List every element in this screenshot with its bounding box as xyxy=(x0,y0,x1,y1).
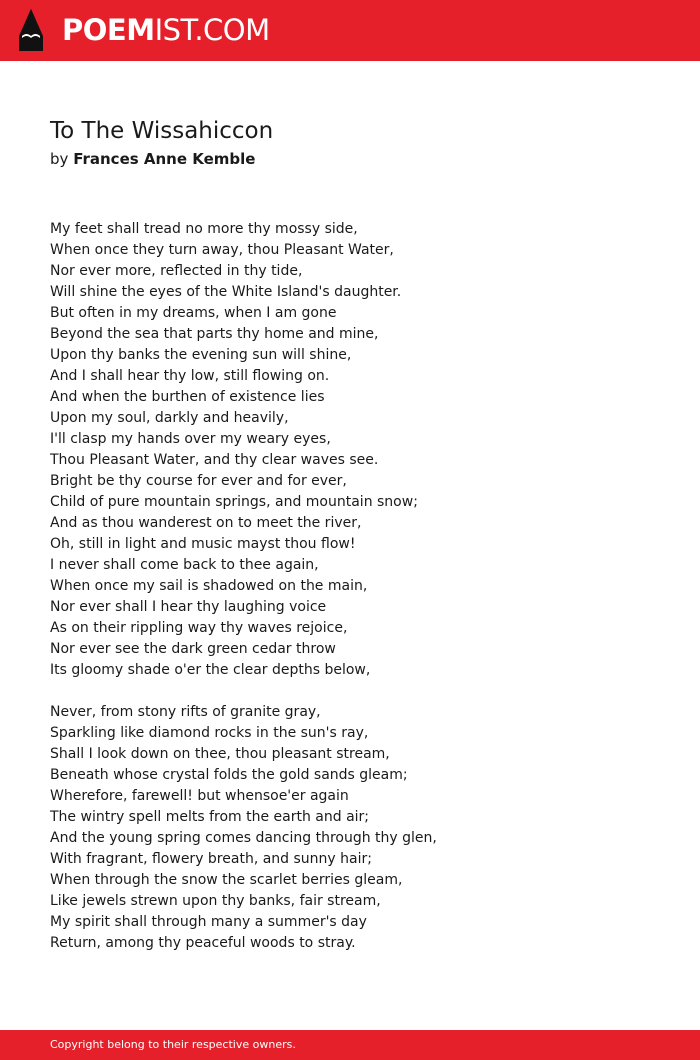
poem-stanza xyxy=(50,219,670,681)
site-logo-text[interactable] xyxy=(62,13,270,47)
poem-line: Beneath whose crystal folds the gold sands gleam; xyxy=(50,767,408,783)
poem-line: Will shine the eyes of the White Island's daughter. xyxy=(50,284,402,300)
poem-line: But often in my dreams, when I am gone xyxy=(50,305,337,321)
poem-line: Nor ever more, reflected in thy tide, xyxy=(50,263,303,279)
poem-line: Beyond the sea that parts thy home and mine, xyxy=(50,326,379,342)
poem-body xyxy=(50,219,670,954)
site-footer xyxy=(0,1030,700,1060)
poem-line: When once my sail is shadowed on the main, xyxy=(50,578,368,594)
poem-line: When through the snow the scarlet berries gleam, xyxy=(50,872,403,888)
poem-line: And the young spring comes dancing through thy glen, xyxy=(50,830,437,846)
poem-line: I'll clasp my hands over my weary eyes, xyxy=(50,431,331,447)
poem-line: Sparkling like diamond rocks in the sun's ray, xyxy=(50,725,369,741)
poem-line: The wintry spell melts from the earth and air; xyxy=(50,809,370,825)
poem-line: With fragrant, flowery breath, and sunny hair; xyxy=(50,851,372,867)
poem-line: And when the burthen of existence lies xyxy=(50,389,325,405)
poem-line: Nor ever shall I hear thy laughing voice xyxy=(50,599,327,615)
poem-line: Like jewels strewn upon thy banks, fair stream, xyxy=(50,893,381,909)
poem-line: Upon my soul, darkly and heavily, xyxy=(50,410,289,426)
poem-line: Never, from stony rifts of granite gray, xyxy=(50,704,321,720)
poem-line: And as thou wanderest on to meet the river, xyxy=(50,515,362,531)
poem-line: Oh, still in light and music mayst thou flow! xyxy=(50,536,356,552)
poem-line: Nor ever see the dark green cedar throw xyxy=(50,641,336,657)
brand-light-text: IST.COM xyxy=(154,13,270,47)
poem-line: Bright be thy course for ever and for ever, xyxy=(50,473,347,489)
poem-line: Upon thy banks the evening sun will shine, xyxy=(50,347,352,363)
by-label: by xyxy=(50,150,69,168)
byline xyxy=(50,149,255,169)
brand-bold-text: POEM xyxy=(62,13,155,47)
copyright-text: Copyright belong to their respective owners. xyxy=(50,1038,296,1051)
poem-line: When once they turn away, thou Pleasant Water, xyxy=(50,242,394,258)
poem-line: As on their rippling way thy waves rejoice, xyxy=(50,620,348,636)
poem-line: I never shall come back to thee again, xyxy=(50,557,319,573)
poem-stanza xyxy=(50,702,670,954)
poem-line: Its gloomy shade o'er the clear depths below, xyxy=(50,662,371,678)
author-name: Frances Anne Kemble xyxy=(73,150,256,168)
poem-title: To The Wissahiccon xyxy=(50,118,274,144)
pencil-tip-icon[interactable] xyxy=(16,8,46,52)
poem-line: My feet shall tread no more thy mossy side, xyxy=(50,221,358,237)
poem-line: Shall I look down on thee, thou pleasant stream, xyxy=(50,746,390,762)
poem-line: And I shall hear thy low, still flowing on. xyxy=(50,368,330,384)
poem-line: My spirit shall through many a summer's day xyxy=(50,914,367,930)
poem-line: Wherefore, farewell! but whensoe'er again xyxy=(50,788,349,804)
poem-line: Return, among thy peaceful woods to stray. xyxy=(50,935,356,951)
poem-line: Child of pure mountain springs, and mountain snow; xyxy=(50,494,418,510)
poem-line: Thou Pleasant Water, and thy clear waves see. xyxy=(50,452,379,468)
site-header xyxy=(0,0,700,61)
